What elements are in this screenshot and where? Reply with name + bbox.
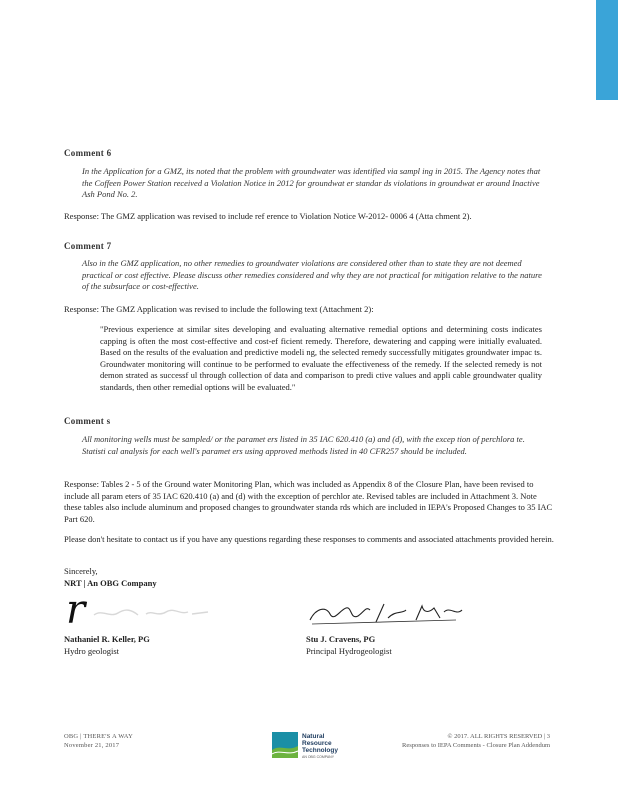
signature-left-mark: r (66, 587, 86, 633)
footer-doc-title: Responses to IEPA Comments - Closure Plan Addendum (402, 742, 550, 749)
footer-date: November 21, 2017 (64, 742, 120, 749)
comment-heading-7: Comment 7 (64, 241, 112, 251)
company-name: NRT | An OBG Company (64, 578, 157, 588)
header-accent-bar (596, 0, 618, 100)
logo-line-3: Technology (302, 747, 338, 754)
logo-line-2: Resource (302, 740, 332, 747)
logo-wordmark (302, 733, 338, 754)
logo-line-1: Natural (302, 733, 325, 740)
logo-subtitle: AN OBG COMPANY (302, 755, 335, 759)
comment-heading-8: Comment s (64, 416, 111, 426)
signature-left-faded (92, 606, 212, 620)
footer-tagline: OBG | THERE'S A WAY (64, 733, 133, 740)
footer-right (390, 732, 550, 750)
signer-left-name: Nathaniel R. Keller, PG (64, 634, 150, 644)
signer-right-name: Stu J. Cravens, PG (306, 634, 376, 644)
signature-right (306, 600, 466, 630)
comment-body-6: In the Application for a GMZ, its noted that the problem with groundwater was identified via sampl ing in 2015. The Agency notes that the Coffeen Power Station received a Violation Notice in 2012 for groundwat er standar ds violations in groundwat er around Inactive Ash Pond No. 2. (82, 166, 541, 199)
signer-right (306, 634, 392, 657)
signer-left (64, 634, 150, 657)
comment-body-8: All monitoring wells must be sampled/ or the paramet ers listed in 35 IAC 620.410 (a) and (d), with the excep tion of perchlora te. Statisti cal analysis for each well's paramet ers using approved methods listed in 40 CFR257 should be included. (82, 434, 525, 456)
closing-paragraph: Please don't hesitate to contact us if you have any questions regarding these responses to comments and associated attachments provided herein. (64, 534, 554, 544)
signer-right-title: Principal Hydrogeologist (306, 645, 392, 656)
response-6: Response: The GMZ application was revised to include ref erence to Violation Notice W-2012- 0006 4 (Atta chment 2). (64, 211, 472, 221)
response-7-quote: "Previous experience at similar sites developing and evaluating alternative remedial options and determining costs indicates capping is often the most cost-effective and cost-ef ficient remedy. Therefore, dewatering and capping were initially evaluated. Based on the results of the evaluation and predictive modeli ng, the selected remedy successfully mitigates groundwater impac ts. Groundwater monitoring will continue to be performed to evaluate the effectiveness of the remedy. If the selected remedy is not demon strated as successf ul through collection of data and comparison to predi ctive values and appli cable groundwater quality standards, then other remedial options will be evaluated." (100, 324, 542, 392)
page-header-band (0, 0, 618, 100)
sincerely: Sincerely, (64, 566, 98, 576)
response-8: Response: Tables 2 - 5 of the Ground water Monitoring Plan, which was included as Appendix 8 of the Closure Plan, have been revised to include all param eters of 35 IAC 620.410 (a) and (d) with the exception of perchlor ate. Revised tables are included in Attachment 3. Note these tables also include aluminum and proposed changes to groundwater standa rds which are included in IEPA's Proposed Changes to 35 IAC Part 620. (64, 479, 553, 524)
footer-left (64, 732, 133, 750)
signer-left-title: Hydro geologist (64, 645, 120, 656)
footer-copyright: © 2017. ALL RIGHTS RESERVED | 3 (447, 733, 550, 740)
response-7: Response: The GMZ Application was revised to include the following text (Attachment 2): (64, 304, 374, 314)
comment-heading-6: Comment 6 (64, 148, 112, 158)
comment-body-7: Also in the GMZ application, no other remedies to groundwater violations are considered other than to state they are not deemed practical or cost effective. Please discuss other remedies considered and why they are not practical for mitigation relative to the nature of the subsurface or cost-effective. (82, 258, 542, 291)
